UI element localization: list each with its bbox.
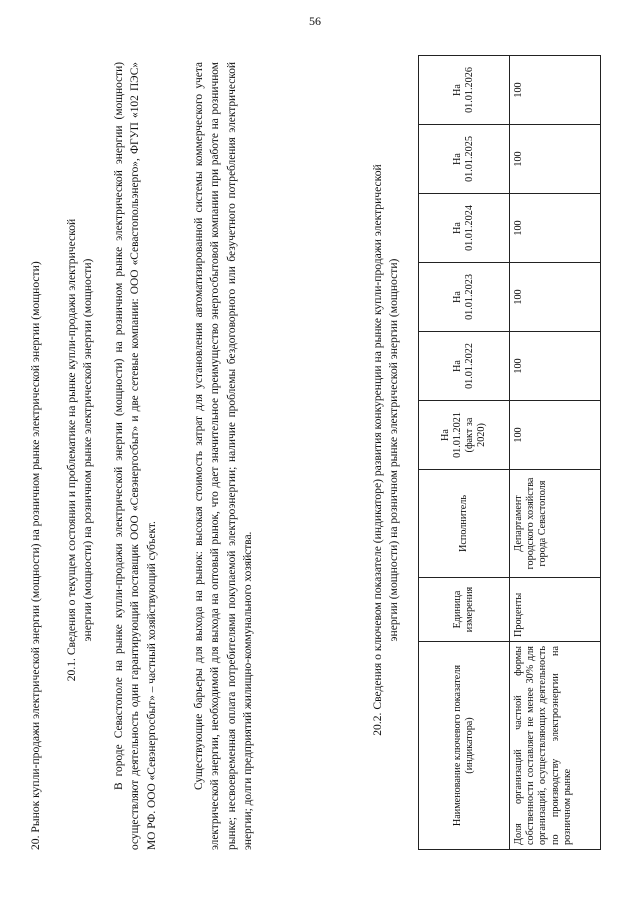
- header-2021: На 01.01.2021 (факт за 2020): [419, 401, 510, 470]
- cell-value-2022: 100: [510, 332, 601, 401]
- cell-value-2025: 100: [510, 125, 601, 194]
- header-2025: На 01.01.2025: [419, 125, 510, 194]
- paragraph-1-text: В городе Севастополе на рынке купли-продажи электрической энергии (мощности) на розничном рынке электрической энергии (мощности) осуществляют деятельность один гарантирующий поставщик ООО «Севэнергосбыт» и две сетевые компании: ООО «Севастопольэнерго», ФГУП «102 ПЭС» МО РФ. ООО «Севэнергосбыт» – частный хозяйствующий субъект.: [113, 62, 158, 850]
- page-number: 56: [309, 14, 321, 28]
- subsection-2-title-line2: энергии (мощности) на розничном рынке электрической энергии (мощности): [387, 258, 400, 642]
- key-indicator-table: [418, 55, 601, 850]
- subsection-1-title-line1: 20.1. Сведения о текущем состоянии и проблематике на рынке купли-продажи электрической: [65, 218, 78, 682]
- header-unit: Единица измерения: [419, 578, 510, 642]
- paragraph-2-text: Существующие барьеры для выхода на рынок: высокая стоимость затрат для установления автоматизированной системы коммерческого учета электрической энергии, необходимой для выхода на оптовый рынок, что дает значительное преимущество энергосбытовой компании при работе на розничном рынке; несвоевременная оплата потребителями покупаемой электроэнергии; наличие проблемы бездоговорного или безучетного потребления электрической энергии; долги предприятий жилищно-коммунального хозяйства.: [193, 62, 254, 850]
- cell-value-2023: 100: [510, 263, 601, 332]
- header-indicator: Наименование ключевого показателя (индикатора): [419, 642, 510, 850]
- header-2024: На 01.01.2024: [419, 194, 510, 263]
- subsection-1-title-line2: энергии (мощности) на розничном рынке электрической энергии (мощности): [81, 258, 94, 642]
- cell-value-2021: 100: [510, 401, 601, 470]
- header-2022: На 01.01.2022: [419, 332, 510, 401]
- header-2026: На 01.01.2026: [419, 56, 510, 125]
- header-executor: Исполнитель: [419, 470, 510, 578]
- cell-indicator: Доля организаций частной формы собственности составляет не менее 30% для организаций, осуществляющих деятельность по производству электроэнергии на розничном рынке: [510, 642, 601, 850]
- header-2023: На 01.01.2023: [419, 263, 510, 332]
- rotated-page-content: [25, 50, 585, 850]
- section-title: 20. Рынок купли-продажи электрической энергии (мощности) на розничном рынке электрической энергии (мощности): [29, 261, 42, 850]
- table-row: [510, 56, 601, 850]
- cell-value-2024: 100: [510, 194, 601, 263]
- subsection-2-title-line1: 20.2. Сведения о ключевом показателе (индикаторе) развития конкуренции на рынке купли-продажи электрической: [371, 164, 384, 736]
- paragraph-market-barriers: [191, 62, 256, 850]
- table-header-row: [419, 56, 510, 850]
- cell-unit: Проценты: [510, 578, 601, 642]
- cell-executor: Департамент городского хозяйства города Севастополя: [510, 470, 601, 578]
- cell-value-2026: 100: [510, 56, 601, 125]
- paragraph-market-participants: [111, 62, 160, 850]
